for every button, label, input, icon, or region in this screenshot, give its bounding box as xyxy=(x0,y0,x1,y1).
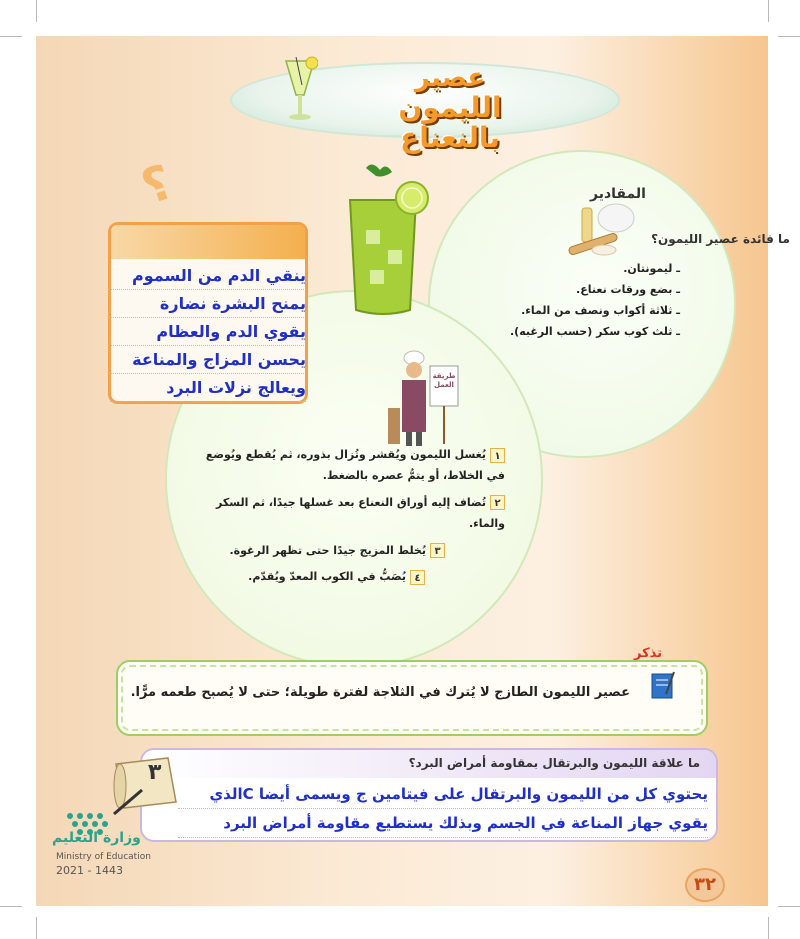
step-number: ٢ xyxy=(490,495,505,510)
ingredient-item: ـ ليمونتان. xyxy=(470,262,680,275)
edition-year: 2021 - 1443 xyxy=(56,864,123,877)
answer-line: يقوي الدم والعظام xyxy=(110,318,306,346)
step-text: يُصَبُّ في الكوب المعدّ ويُقدّم. xyxy=(248,570,406,584)
page-number: ٣٢ xyxy=(685,868,725,902)
question-answers xyxy=(110,262,306,402)
question-box-header xyxy=(111,225,305,259)
method-step xyxy=(185,445,505,487)
question-text: ما فائدة عصير الليمون؟ xyxy=(651,232,790,246)
remember-label: تذكر xyxy=(634,646,663,661)
crop-mark xyxy=(0,906,22,907)
cooking-utensils-icon xyxy=(560,198,640,258)
ministry-name-english: Ministry of Education xyxy=(56,852,151,862)
method-step xyxy=(185,567,505,588)
ingredients-heading: المقادير xyxy=(590,186,646,202)
method-steps xyxy=(185,445,505,594)
answer-line: يحسن المزاج والمناعة xyxy=(110,346,306,374)
page-title xyxy=(360,64,540,154)
remember-text: عصير الليمون الطازج لا يُترك في الثلاجة لفترة طويلة؛ حتى لا يُصبح طعمه مرًّا. xyxy=(130,685,630,700)
question3-answer xyxy=(178,780,708,838)
question-mark-icon: ؟ xyxy=(134,154,179,217)
ministry-name-arabic: وزارة التعليم xyxy=(52,830,141,846)
ingredient-item: ـ ثلث كوب سكر (حسب الرغبه). xyxy=(470,325,680,338)
ingredient-item: ـ بضع ورقات نعناع. xyxy=(470,283,680,296)
chef-illustration xyxy=(386,348,466,448)
crop-mark xyxy=(36,0,37,22)
question3-number: ٣ xyxy=(148,760,162,785)
method-step xyxy=(185,493,505,535)
title-line-2: الليمون بالنعناع xyxy=(398,90,502,155)
ingredient-item: ـ ثلاثة أكواب ونصف من الماء. xyxy=(470,304,680,317)
crop-mark xyxy=(768,0,769,22)
question3-text: ما علاقة الليمون والبرتقال بمقاومة أمراض البرد؟ xyxy=(408,756,700,770)
crop-mark xyxy=(778,906,800,907)
crop-mark xyxy=(778,36,800,37)
step-number: ٣ xyxy=(430,543,445,558)
step-number: ٤ xyxy=(410,570,425,585)
answer-line: يحتوي كل من الليمون والبرتقال على فيتامين ج ويسمى أيضا Cالذي xyxy=(178,780,708,809)
crop-mark xyxy=(768,917,769,939)
step-number: ١ xyxy=(490,448,505,463)
lemon-mint-drink-image xyxy=(336,160,436,320)
scroll-pencil-icon xyxy=(106,750,186,820)
answer-line: ينقي الدم من السموم xyxy=(110,262,306,290)
answer-line: يمنح البشرة نضارة xyxy=(110,290,306,318)
answer-line: ويعالج نزلات البرد xyxy=(110,374,306,402)
chef-sign-label: طريقة العمل xyxy=(432,372,456,390)
crop-mark xyxy=(36,917,37,939)
ingredients-list xyxy=(470,262,680,346)
step-text: يُخلط المزيج جيدًا حتى تظهر الرغوة. xyxy=(229,543,426,557)
lemon-glass-icon xyxy=(282,55,318,125)
answer-line: يقوي جهاز المناعة في الجسم وبذلك يستطيع مقاومة أمراض البرد xyxy=(178,809,708,838)
step-text: يُغسل الليمون ويُقشر وتُزال بذوره، ثم يُقطع ويُوضع في الخلاط، أو يتمُّ عصره بالضغط. xyxy=(205,448,505,482)
step-text: تُضاف إليه أوراق النعناع بعد غسلها جيدًا، ثم السكر والماء. xyxy=(216,495,505,530)
title-line-1: عصير xyxy=(414,63,486,93)
notebook-pencil-icon xyxy=(648,668,682,702)
method-step xyxy=(185,541,505,562)
crop-mark xyxy=(0,36,22,37)
